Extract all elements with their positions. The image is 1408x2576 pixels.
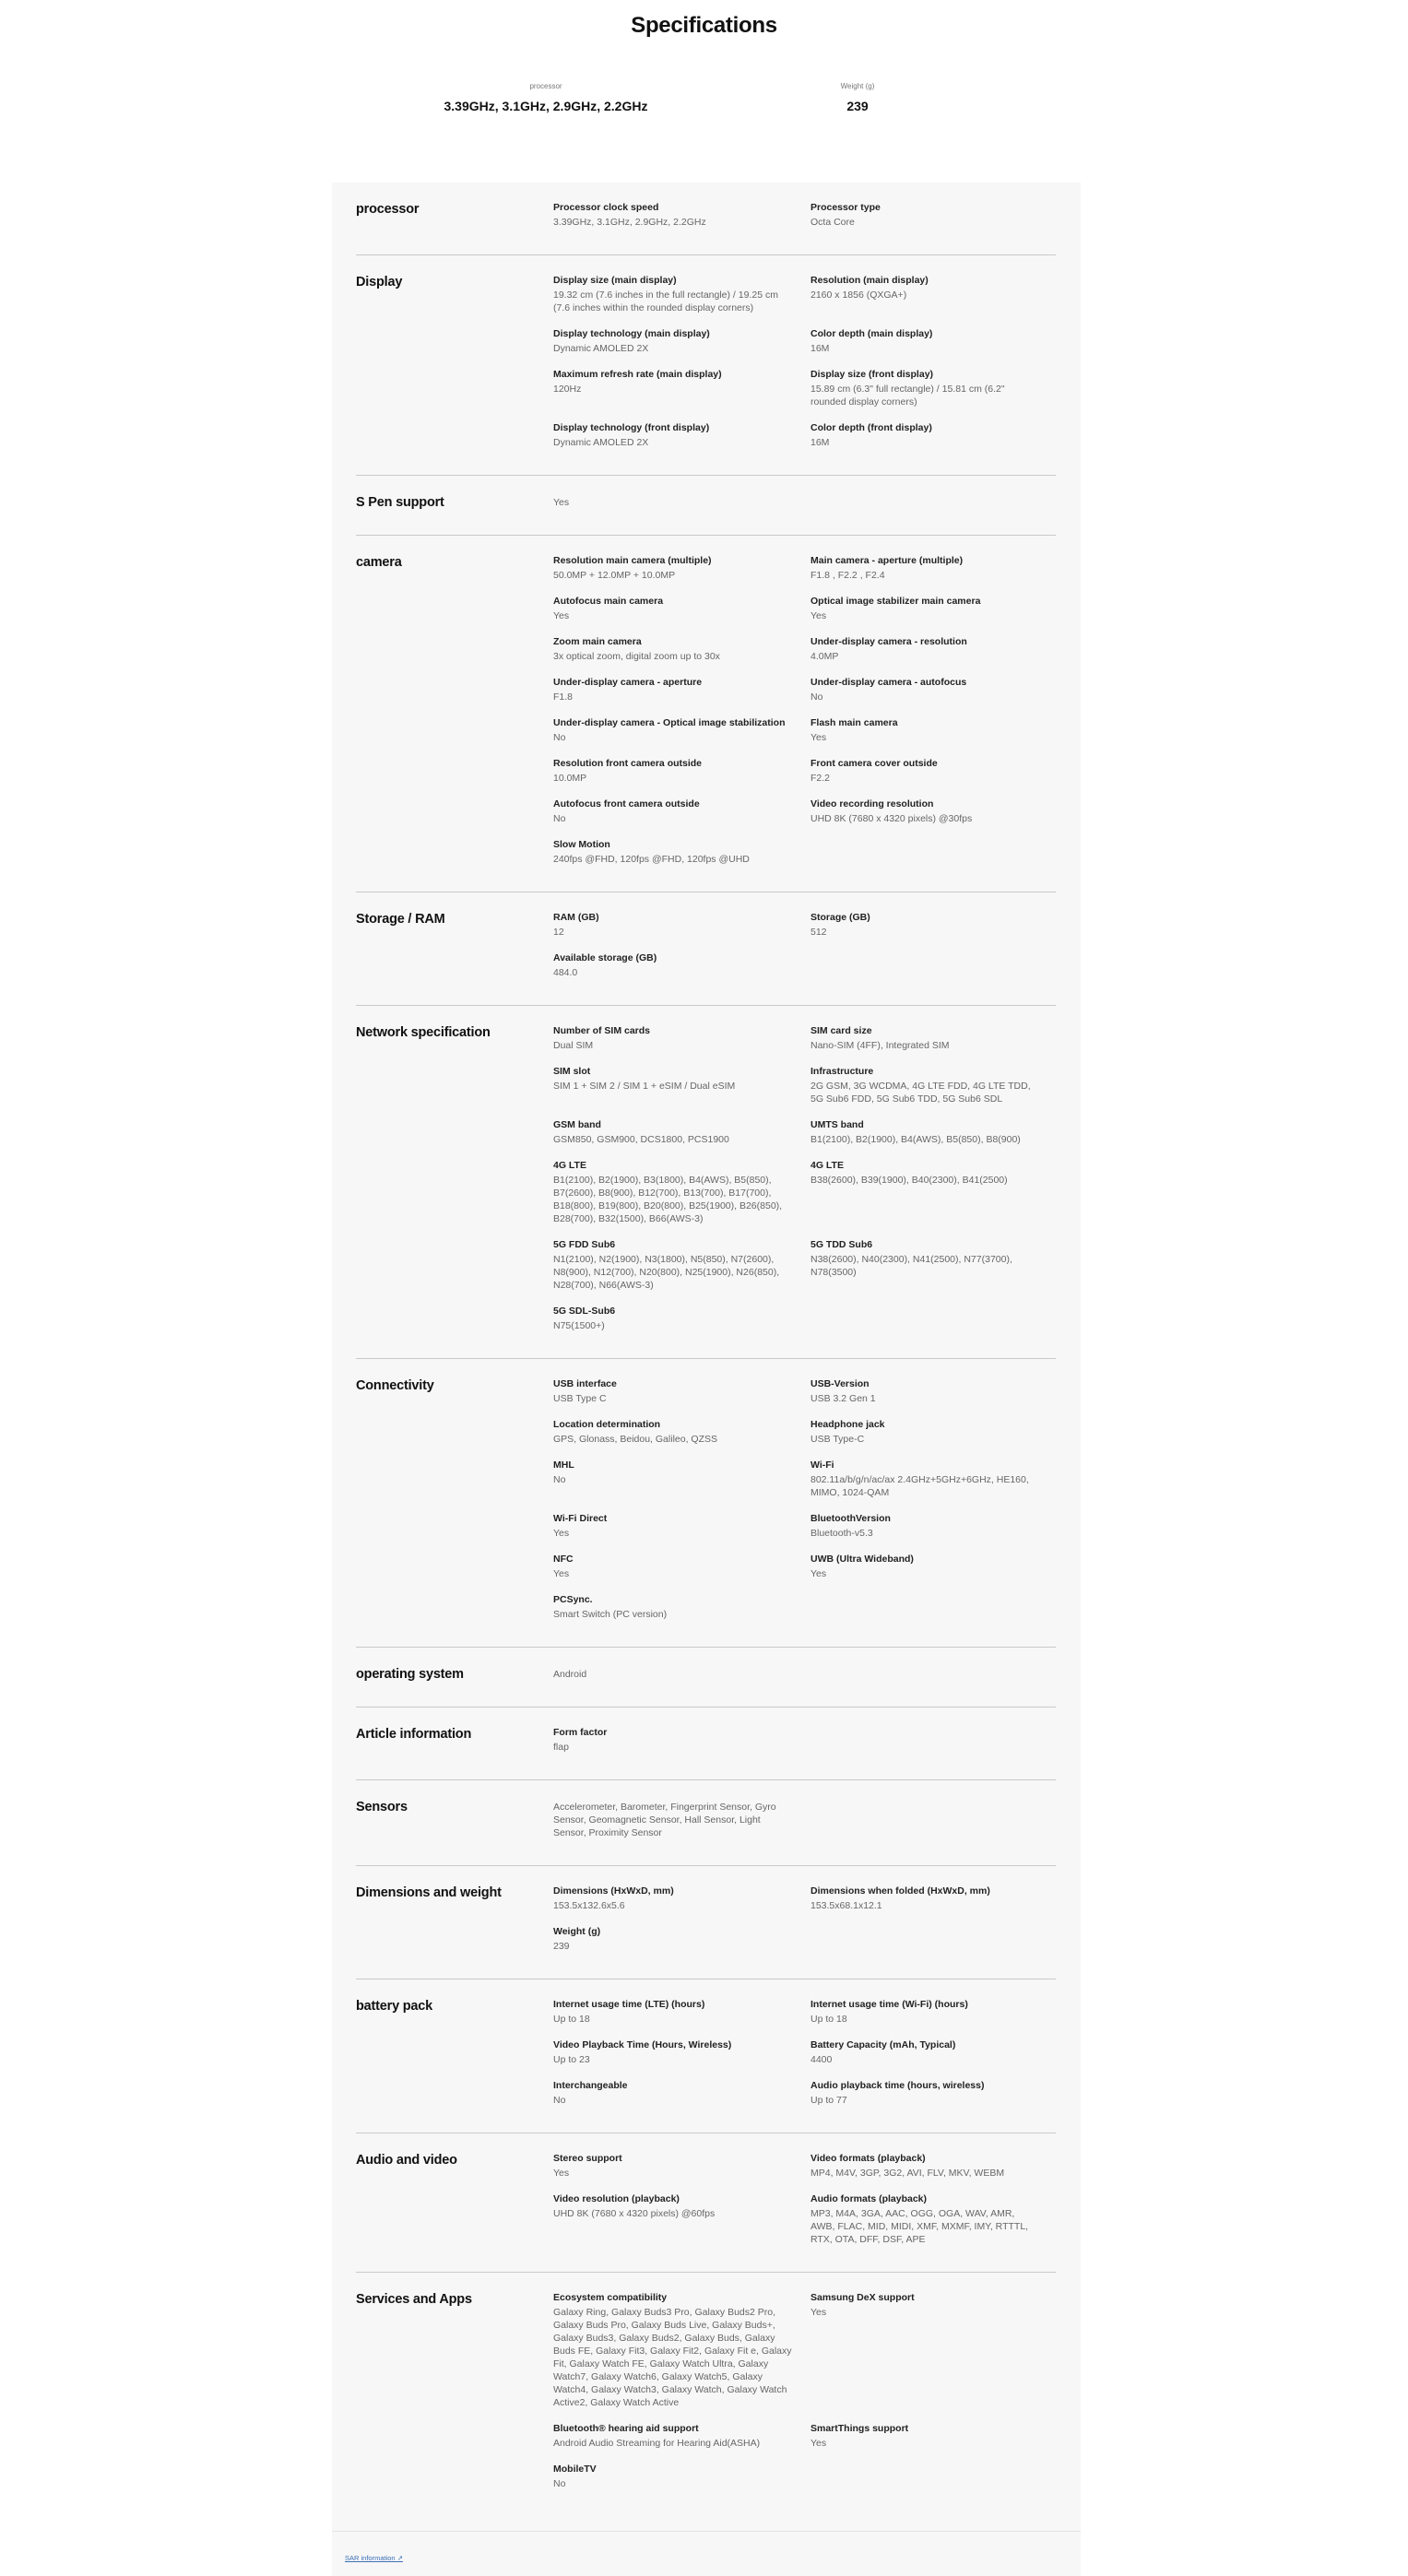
spec-item (553, 1553, 810, 1580)
spec-item-value: N1(2100), N2(1900), N3(1800), N5(850), N7(2600), N8(900), N12(700), N20(800), N25(1900), N26(850), N28(700), N66(AWS-3) (553, 1254, 780, 1291)
spec-item (553, 1925, 810, 1953)
spec-section-display (356, 255, 1056, 476)
spec-item-value: 2G GSM, 3G WCDMA, 4G LTE FDD, 4G LTE TDD, 5G Sub6 FDD, 5G Sub6 TDD, 5G Sub6 SDL (810, 1081, 1031, 1105)
spec-item (810, 1459, 1056, 1499)
spec-item (810, 2038, 1056, 2066)
spec-item-value: 50.0MP + 12.0MP + 10.0MP (553, 570, 676, 581)
spec-item-title: Video formats (playback) (810, 2153, 926, 2164)
sar-information-link[interactable]: SAR information ↗ (345, 2554, 403, 2562)
spec-item-title: Under-display camera - aperture (553, 677, 703, 688)
spec-section-sensors (356, 1780, 1056, 1866)
section-title: camera (356, 555, 402, 570)
spec-item-value: 484.0 (553, 967, 578, 978)
section-title: Network specification (356, 1025, 491, 1040)
spec-section-storage-ram (356, 892, 1056, 1006)
spec-grid (553, 274, 1056, 462)
spec-item-value: N38(2600), N40(2300), N41(2500), N77(3700), N78(3500) (810, 1254, 1012, 1278)
spec-item-value: 239 (553, 1941, 570, 1952)
section-title: S Pen support (356, 495, 444, 510)
spec-section-audio-and-video (356, 2133, 1056, 2273)
spec-item-value: No (553, 813, 566, 824)
spec-item (810, 327, 1056, 355)
spec-item-title: Audio formats (playback) (810, 2193, 928, 2204)
spec-item-value: 16M (810, 437, 830, 448)
spec-section-operating-system (356, 1648, 1056, 1707)
spec-item-value: Android Audio Streaming for Hearing Aid(ASHA) (553, 2438, 761, 2449)
spec-value: Android (553, 1669, 587, 1680)
spec-item (553, 201, 810, 229)
spec-item-value: No (553, 732, 566, 743)
spec-item-title: USB interface (553, 1378, 617, 1389)
spec-item-value: 120Hz (553, 384, 582, 395)
spec-item (553, 2291, 810, 2409)
spec-grid (553, 1024, 1056, 1345)
spec-item-title: Dimensions (HxWxD, mm) (553, 1885, 674, 1897)
spec-item (553, 676, 810, 703)
section-title: Sensors (356, 1800, 408, 1814)
spec-item-value: 19.32 cm (7.6 inches in the full rectangle) / 19.25 cm (7.6 inches within the rounded display corners) (553, 290, 778, 313)
spec-item (553, 2079, 810, 2107)
spec-item-value: No (810, 691, 823, 703)
spec-item (810, 1024, 1056, 1052)
highlight-label: Weight (g) (840, 82, 875, 90)
spec-item-value: MP4, M4V, 3GP, 3G2, AVI, FLV, MKV, WEBM (810, 2168, 1005, 2179)
section-title: processor (356, 202, 420, 217)
spec-item (810, 2152, 1056, 2180)
spec-item-value: flap (553, 1742, 569, 1753)
spec-item-title: Front camera cover outside (810, 758, 938, 769)
spec-item-value: 153.5x132.6x5.6 (553, 1900, 625, 1911)
spec-item-title: RAM (GB) (553, 912, 599, 923)
spec-item-title: Video recording resolution (810, 798, 934, 809)
spec-item-value: Octa Core (810, 217, 855, 228)
spec-item (553, 595, 810, 622)
spec-item (810, 2422, 1056, 2450)
spec-item-title: 5G SDL-Sub6 (553, 1306, 616, 1317)
spec-item-value: Up to 77 (810, 2095, 847, 2106)
spec-item (810, 595, 1056, 622)
spec-grid (553, 2152, 1056, 2259)
spec-item (553, 1377, 810, 1405)
spec-item-title: Autofocus main camera (553, 596, 664, 607)
spec-item-value: USB 3.2 Gen 1 (810, 1393, 876, 1404)
spec-item-value: 12 (553, 927, 564, 938)
spec-item-value: 4400 (810, 2054, 833, 2065)
spec-item-title: MobileTV (553, 2464, 597, 2475)
spec-item-value: 512 (810, 927, 827, 938)
spec-item-title: Form factor (553, 1727, 608, 1738)
spec-item-value: N75(1500+) (553, 1320, 605, 1331)
spec-section-processor (356, 183, 1056, 255)
spec-item-title: Infrastructure (810, 1066, 874, 1077)
spec-item (553, 911, 810, 939)
spec-item (553, 2038, 810, 2066)
spec-item-title: Video Playback Time (Hours, Wireless) (553, 2039, 732, 2050)
spec-item-title: NFC (553, 1554, 574, 1565)
spec-item-value: MP3, M4A, 3GA, AAC, OGG, OGA, WAV, AMR, AWB, FLAC, MID, MIDI, XMF, MXMF, IMY, RTTTL, RTX, OTA, DFF, DSF, APE (810, 2208, 1029, 2245)
spec-item (553, 327, 810, 355)
spec-item-value: UHD 8K (7680 x 4320 pixels) @30fps (810, 813, 973, 824)
spec-grid (553, 201, 1056, 242)
spec-item (810, 1377, 1056, 1405)
section-title: Services and Apps (356, 2292, 472, 2307)
spec-item (553, 838, 810, 866)
spec-item-title: Autofocus front camera outside (553, 798, 700, 809)
spec-item-value: 153.5x68.1x12.1 (810, 1900, 882, 1911)
spec-item-title: 4G LTE (810, 1160, 844, 1171)
spec-item (553, 1305, 810, 1332)
spec-item (810, 1238, 1056, 1292)
spec-item-title: Video resolution (playback) (553, 2193, 680, 2204)
spec-item-title: Location determination (553, 1419, 661, 1430)
spec-item-title: SIM card size (810, 1025, 872, 1036)
section-title: Connectivity (356, 1378, 434, 1393)
spec-item-value: SIM 1 + SIM 2 / SIM 1 + eSIM / Dual eSIM (553, 1081, 736, 1092)
spec-grid (553, 1377, 1056, 1634)
spec-item-value: 16M (810, 343, 830, 354)
spec-grid (553, 911, 1056, 992)
spec-item (810, 1418, 1056, 1446)
specs-footer (332, 2531, 1081, 2576)
spec-item (553, 951, 810, 979)
spec-item (553, 635, 810, 663)
spec-item-title: UMTS band (810, 1119, 864, 1130)
spec-item (810, 368, 1056, 408)
spec-item-title: Slow Motion (553, 839, 610, 850)
spec-item-value: 3x optical zoom, digital zoom up to 30x (553, 651, 720, 662)
spec-item (810, 201, 1056, 229)
spec-item-value: USB Type-C (810, 1434, 865, 1445)
spec-item-value: UHD 8K (7680 x 4320 pixels) @60fps (553, 2208, 716, 2219)
section-title: Dimensions and weight (356, 1885, 502, 1900)
spec-item-title: Internet usage time (LTE) (hours) (553, 1999, 705, 2010)
spec-item (553, 1118, 810, 1146)
spec-section-dimensions-and-weight (356, 1866, 1056, 1979)
spec-item (553, 1418, 810, 1446)
spec-item-value: Yes (553, 2168, 570, 2179)
spec-grid (553, 1885, 1056, 1966)
spec-item (810, 2291, 1056, 2409)
spec-value: Accelerometer, Barometer, Fingerprint Sensor, Gyro Sensor, Geomagnetic Sensor, Hall Sensor, Light Sensor, Proximity Sensor (553, 1802, 776, 1838)
spec-item (553, 716, 810, 744)
spec-item-title: Headphone jack (810, 1419, 885, 1430)
spec-item-value: Dynamic AMOLED 2X (553, 437, 649, 448)
spec-item (553, 1065, 810, 1105)
spec-item (553, 757, 810, 785)
spec-item-title: Optical image stabilizer main camera (810, 596, 981, 607)
spec-item (810, 911, 1056, 939)
spec-item (553, 368, 810, 408)
spec-item-title: GSM band (553, 1119, 601, 1130)
spec-item-value: Yes (810, 610, 827, 621)
spec-item (810, 274, 1056, 314)
section-title: Audio and video (356, 2153, 457, 2168)
specs-panel (332, 183, 1081, 2576)
spec-item (553, 1998, 810, 2026)
spec-item (810, 1159, 1056, 1225)
spec-item-value: Yes (810, 2438, 827, 2449)
spec-item-value: 802.11a/b/g/n/ac/ax 2.4GHz+5GHz+6GHz, HE160, MIMO, 1024-QAM (810, 1474, 1029, 1498)
spec-item-value: B38(2600), B39(1900), B40(2300), B41(2500) (810, 1175, 1008, 1186)
highlight-label: processor (529, 82, 562, 90)
spec-item-title: Display size (main display) (553, 275, 677, 286)
spec-item-title: Under-display camera - Optical image stabilization (553, 717, 786, 728)
spec-item (810, 1512, 1056, 1540)
spec-grid (553, 1998, 1056, 2120)
spec-item-title: Color depth (front display) (810, 422, 932, 433)
spec-item-value: Up to 23 (553, 2054, 590, 2065)
spec-item-title: Stereo support (553, 2153, 622, 2164)
spec-item-value: GSM850, GSM900, DCS1800, PCS1900 (553, 1134, 729, 1145)
spec-item (810, 421, 1056, 449)
spec-section-camera (356, 536, 1056, 892)
spec-item-title: Samsung DeX support (810, 2292, 915, 2303)
spec-item-value: Yes (810, 732, 827, 743)
spec-item (553, 421, 810, 449)
spec-item-title: Resolution main camera (multiple) (553, 555, 712, 566)
spec-grid (553, 1726, 1056, 1767)
spec-item (810, 635, 1056, 663)
section-title: Display (356, 275, 403, 290)
spec-item-title: PCSync. (553, 1594, 593, 1605)
section-title: Article information (356, 1727, 472, 1742)
spec-grid (553, 554, 1056, 879)
spec-item (553, 1726, 810, 1754)
spec-item (553, 1593, 810, 1621)
spec-item (810, 1553, 1056, 1580)
spec-item-title: Internet usage time (Wi-Fi) (hours) (810, 1999, 968, 2010)
spec-item-title: Display technology (main display) (553, 328, 710, 339)
spec-item-value: 4.0MP (810, 651, 839, 662)
spec-item (553, 1024, 810, 1052)
highlight-value: 3.39GHz, 3.1GHz, 2.9GHz, 2.2GHz (444, 99, 648, 113)
spec-item-value: GPS, Glonass, Beidou, Galileo, QZSS (553, 1434, 717, 1445)
spec-item (553, 274, 810, 314)
spec-item-value: F1.8 , F2.2 , F2.4 (810, 570, 885, 581)
spec-section-network-specification (356, 1006, 1056, 1359)
spec-item-title: UWB (Ultra Wideband) (810, 1554, 914, 1565)
spec-item (553, 554, 810, 582)
spec-item-title: Dimensions when folded (HxWxD, mm) (810, 1885, 990, 1897)
spec-item-value: Dynamic AMOLED 2X (553, 343, 649, 354)
spec-item-title: MHL (553, 1459, 574, 1471)
spec-section-services-and-apps (356, 2273, 1056, 2531)
spec-item-title: Under-display camera - resolution (810, 636, 967, 647)
spec-item-value: 3.39GHz, 3.1GHz, 2.9GHz, 2.2GHz (553, 217, 706, 228)
spec-item (810, 798, 1056, 825)
spec-item-title: Under-display camera - autofocus (810, 677, 967, 688)
spec-item-value: No (553, 2095, 566, 2106)
spec-item (553, 2422, 810, 2450)
spec-item-value: F1.8 (553, 691, 574, 703)
page-title: Specifications (631, 13, 777, 38)
spec-item-value: Nano-SIM (4FF), Integrated SIM (810, 1040, 950, 1051)
highlight-value: 239 (846, 99, 869, 113)
spec-item (553, 2152, 810, 2180)
spec-item (553, 2463, 810, 2490)
section-title: battery pack (356, 1999, 433, 2014)
spec-item-value: No (553, 1474, 566, 1485)
spec-item-title: Available storage (GB) (553, 952, 657, 963)
spec-item-value: USB Type C (553, 1393, 607, 1404)
spec-item (553, 1885, 810, 1912)
spec-item-value: Up to 18 (553, 2014, 590, 2025)
spec-item-title: Flash main camera (810, 717, 898, 728)
spec-item-title: Processor clock speed (553, 202, 659, 213)
spec-item-title: Battery Capacity (mAh, Typical) (810, 2039, 956, 2050)
spec-item-title: Wi-Fi Direct (553, 1513, 608, 1524)
highlight-processor (435, 81, 657, 114)
spec-section-article-information (356, 1707, 1056, 1780)
spec-item (810, 1885, 1056, 1912)
spec-item-title: Resolution front camera outside (553, 758, 703, 769)
spec-value: Yes (553, 497, 570, 508)
spec-item-title: SmartThings support (810, 2423, 909, 2434)
spec-sections (356, 183, 1056, 2531)
spec-item (810, 676, 1056, 703)
spec-item-title: Display size (front display) (810, 369, 934, 380)
spec-item-value: 240fps @FHD, 120fps @FHD, 120fps @UHD (553, 854, 750, 865)
spec-item-title: Weight (g) (553, 1926, 601, 1937)
spec-item-value: Yes (553, 1568, 570, 1579)
spec-item-title: Storage (GB) (810, 912, 870, 923)
spec-item-title: Audio playback time (hours, wireless) (810, 2080, 985, 2091)
spec-item-title: Processor type (810, 202, 881, 213)
spec-section-battery-pack (356, 1979, 1056, 2133)
spec-item-value: Yes (810, 1568, 827, 1579)
spec-item (810, 1065, 1056, 1105)
section-title: operating system (356, 1667, 464, 1682)
spec-item (553, 1159, 810, 1225)
spec-item-title: Ecosystem compatibility (553, 2292, 668, 2303)
spec-item-title: Interchangeable (553, 2080, 628, 2091)
section-title: Storage / RAM (356, 912, 445, 927)
spec-item-value: F2.2 (810, 773, 831, 784)
spec-item (810, 554, 1056, 582)
spec-item (553, 2192, 810, 2246)
spec-item-value: 2160 x 1856 (QXGA+) (810, 290, 907, 301)
spec-item-title: Main camera - aperture (multiple) (810, 555, 964, 566)
spec-item-value: B1(2100), B2(1900), B3(1800), B4(AWS), B5(850), B7(2600), B8(900), B12(700), B13(700), B17(700), B18(800), B19(800), B20(800), B25(1900), B26(850), B28(700), B32(1500), B66(AWS-3) (553, 1175, 783, 1224)
spec-item-value: Dual SIM (553, 1040, 594, 1051)
spec-item (810, 1998, 1056, 2026)
spec-item-title: Color depth (main display) (810, 328, 933, 339)
spec-item-title: Resolution (main display) (810, 275, 929, 286)
spec-item-value: Galaxy Ring, Galaxy Buds3 Pro, Galaxy Buds2 Pro, Galaxy Buds Pro, Galaxy Buds Live, Galaxy Buds+, Galaxy Buds3, Galaxy Buds2, Galaxy Buds, Galaxy Buds FE, Galaxy Fit3, Galaxy Fit2, Galaxy Fit e, Galaxy Fit, Galaxy Watch FE, Galaxy Watch Ultra, Galaxy Watch7, Galaxy Watch6, Galaxy Watch5, Galaxy Watch4, Galaxy Watch3, Galaxy Watch, Galaxy Watch Active2, Galaxy Watch Active (553, 2307, 792, 2408)
spec-item-title: 5G TDD Sub6 (810, 1239, 873, 1250)
spec-item-value: Bluetooth-v5.3 (810, 1528, 873, 1539)
spec-item-value: 15.89 cm (6.3" full rectangle) / 15.81 cm (6.2" rounded display corners) (810, 384, 1005, 408)
spec-section-s-pen-support (356, 476, 1056, 536)
spec-item-value: No (553, 2478, 566, 2489)
spec-item-value: 10.0MP (553, 773, 587, 784)
spec-item-title: Display technology (front display) (553, 422, 710, 433)
spec-item (810, 716, 1056, 744)
spec-item-value: Yes (553, 610, 570, 621)
spec-item-title: Maximum refresh rate (main display) (553, 369, 722, 380)
spec-item-value: Up to 18 (810, 2014, 847, 2025)
spec-item-title: Zoom main camera (553, 636, 642, 647)
spec-grid (553, 2291, 1056, 2503)
spec-section-connectivity (356, 1359, 1056, 1648)
spec-item-title: Wi-Fi (810, 1459, 834, 1471)
highlight-weight (747, 81, 968, 114)
spec-item (553, 1238, 810, 1292)
spec-item (553, 798, 810, 825)
spec-item (553, 1512, 810, 1540)
spec-item (810, 2192, 1056, 2246)
spec-item (810, 1118, 1056, 1146)
spec-item-title: Bluetooth® hearing aid support (553, 2423, 699, 2434)
spec-item-title: 4G LTE (553, 1160, 586, 1171)
spec-item-value: Yes (553, 1528, 570, 1539)
spec-item-title: Number of SIM cards (553, 1025, 651, 1036)
spec-item-title: 5G FDD Sub6 (553, 1239, 616, 1250)
spec-item-value: Smart Switch (PC version) (553, 1609, 668, 1620)
spec-item-title: BluetoothVersion (810, 1513, 891, 1524)
spec-item-title: USB-Version (810, 1378, 870, 1389)
spec-item-value: Yes (810, 2307, 827, 2318)
spec-item (810, 757, 1056, 785)
spec-item (553, 1459, 810, 1499)
spec-item-value: B1(2100), B2(1900), B4(AWS), B5(850), B8(900) (810, 1134, 1021, 1145)
spec-item-title: SIM slot (553, 1066, 591, 1077)
spec-item (810, 2079, 1056, 2107)
